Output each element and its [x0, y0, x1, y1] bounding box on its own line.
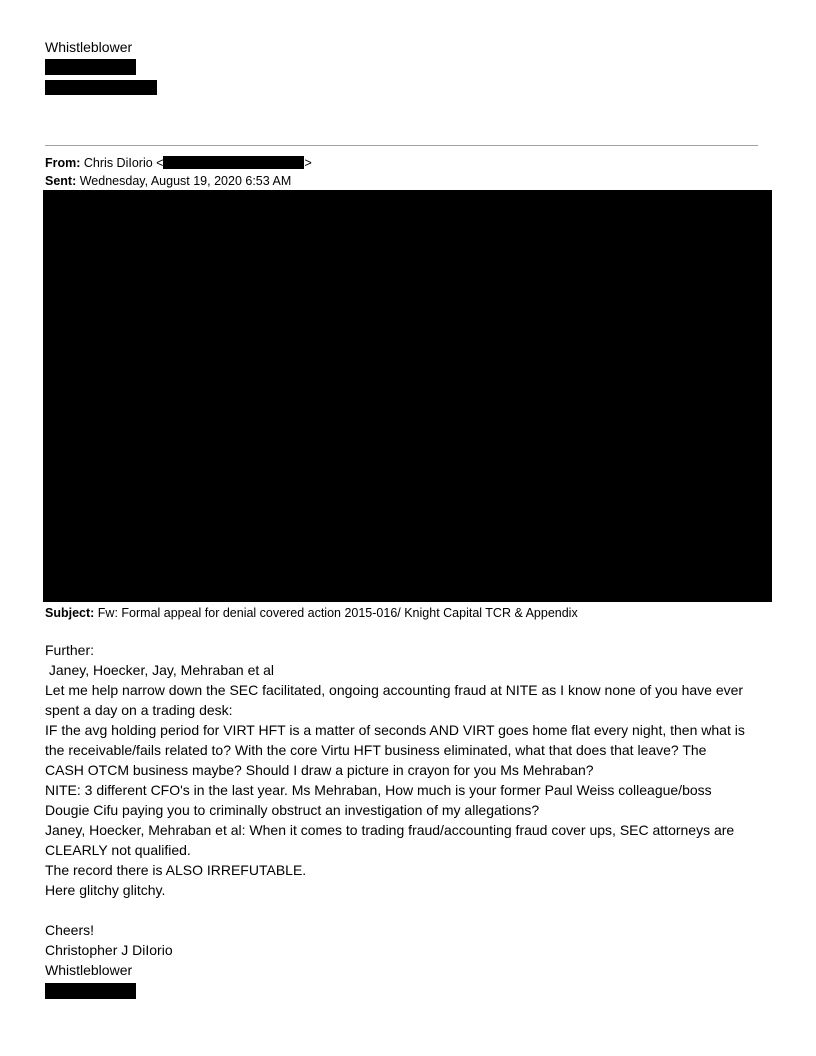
body-line: spent a day on a trading desk:: [45, 702, 233, 718]
signature-name: Christopher J DiIorio: [45, 942, 173, 958]
body-line: CLEARLY not qualified.: [45, 842, 191, 858]
body-line: IF the avg holding period for VIRT HFT is a matter of seconds AND VIRT goes home flat every night, then what is: [45, 722, 745, 738]
body-line: Further:: [45, 642, 95, 658]
separator-rule: [45, 145, 758, 146]
redaction-block: [163, 156, 304, 169]
from-close-bracket: >: [304, 156, 312, 170]
subject-value: Fw: Formal appeal for denial covered action 2015-016/ Knight Capital TCR & Appendix: [97, 606, 578, 620]
body-line: Let me help narrow down the SEC facilitated, ongoing accounting fraud at NITE as I know none of you have ever: [45, 682, 744, 698]
redaction-block: [45, 983, 136, 999]
body-line: Here glitchy glitchy.: [45, 882, 166, 898]
body-line: Dougie Cifu paying you to criminally obstruct an investigation of my allegations?: [45, 802, 540, 818]
sent-label: Sent:: [45, 174, 77, 188]
from-line: [45, 154, 312, 172]
body-line: NITE: 3 different CFO's in the last year. Ms Mehraban, How much is your former Paul Weiss colleague/boss: [45, 782, 712, 798]
from-name: Chris DiIorio: [83, 156, 153, 170]
sent-value: Wednesday, August 19, 2020 6:53 AM: [79, 174, 292, 188]
signature-title: Whistleblower: [45, 962, 133, 978]
body-line: The record there is ALSO IRREFUTABLE.: [45, 862, 307, 878]
sent-line: [45, 172, 291, 190]
body-line: Janey, Hoecker, Jay, Mehraban et al: [45, 662, 275, 678]
redaction-block: [45, 80, 157, 95]
from-label: From:: [45, 156, 81, 170]
redaction-block: [45, 59, 136, 75]
signature-closing: Cheers!: [45, 922, 95, 938]
from-open-bracket: <: [156, 156, 164, 170]
letterhead-title: Whistleblower: [45, 39, 133, 55]
subject-line: [45, 604, 578, 622]
body-line: CASH OTCM business maybe? Should I draw a picture in crayon for you Ms Mehraban?: [45, 762, 594, 778]
body-line: Janey, Hoecker, Mehraban et al: When it comes to trading fraud/accounting fraud cover ups, SEC attorneys are: [45, 822, 735, 838]
subject-label: Subject:: [45, 606, 95, 620]
body-line: the receivable/fails related to? With the core Virtu HFT business eliminated, what that does that leave? The: [45, 742, 707, 758]
redaction-block-large: [43, 190, 772, 602]
